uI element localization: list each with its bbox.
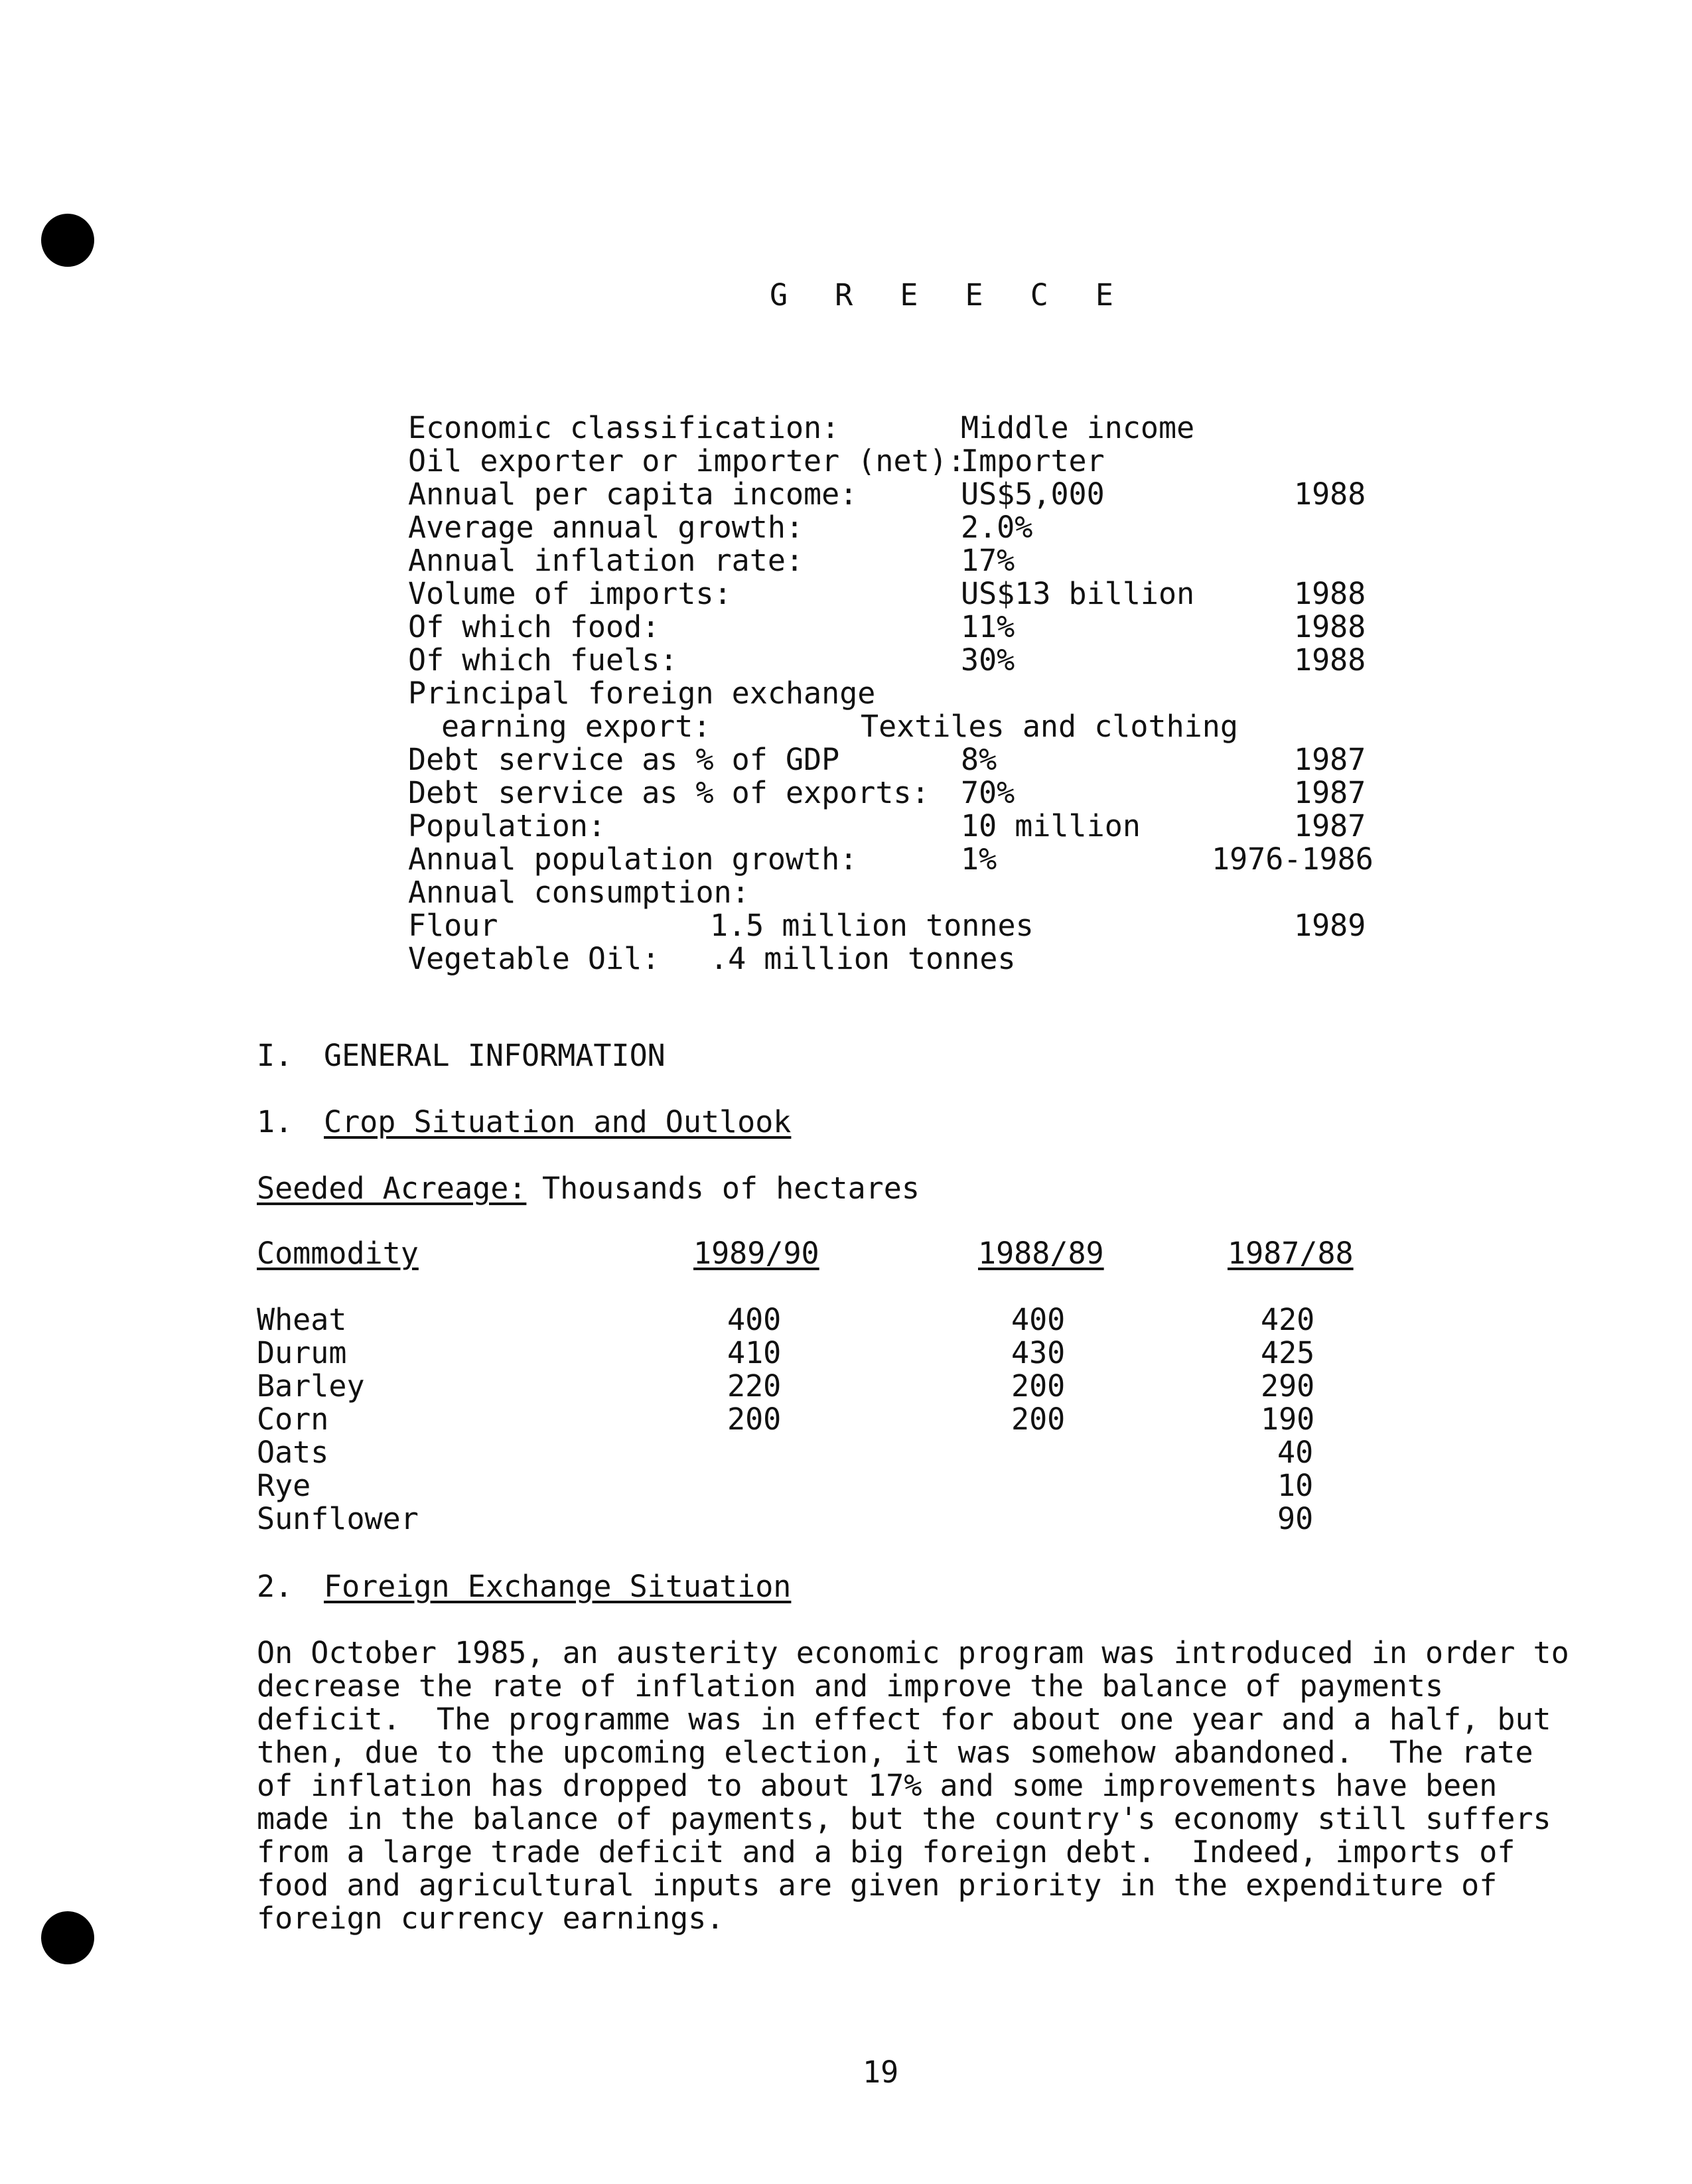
- profile-label: Annual population growth:: [408, 841, 858, 877]
- profile-year: 1988: [1294, 609, 1366, 644]
- profile-year: 1987: [1294, 775, 1366, 810]
- profile-year: 1988: [1294, 642, 1366, 678]
- profile-label: Of which food:: [408, 609, 660, 644]
- subsection-number: 2.: [257, 1569, 293, 1604]
- table-cell-commodity: Rye: [257, 1468, 311, 1503]
- profile-label: Debt service as % of GDP: [408, 742, 840, 777]
- profile-label: Population:: [408, 808, 606, 843]
- table-cell: 400: [727, 1302, 782, 1337]
- table-cell: 400: [1011, 1302, 1066, 1337]
- subsection-number: 1.: [257, 1104, 293, 1139]
- table-cell: 190: [1261, 1402, 1315, 1437]
- profile-year: 1988: [1294, 476, 1366, 512]
- table-header: 1987/88: [1228, 1236, 1354, 1271]
- profile-value: US$5,000: [961, 476, 1105, 512]
- table-cell-commodity: Corn: [257, 1402, 329, 1437]
- table-cell-commodity: Barley: [257, 1368, 365, 1404]
- section-heading: GENERAL INFORMATION: [324, 1038, 666, 1073]
- table-cell: 40: [1277, 1435, 1314, 1470]
- table-cell: 200: [1011, 1402, 1066, 1437]
- profile-label: Average annual growth:: [408, 510, 804, 545]
- profile-value: US$13 billion: [961, 576, 1195, 611]
- profile-value: 8%: [961, 742, 997, 777]
- profile-value: 10 million: [961, 808, 1141, 843]
- table-cell: 200: [727, 1402, 782, 1437]
- table-cell-commodity: Oats: [257, 1435, 329, 1470]
- profile-value: 1.5 million tonnes: [710, 908, 1034, 943]
- page-number: 19: [863, 2055, 899, 2090]
- profile-label: Oil exporter or importer (net):: [408, 443, 965, 478]
- table-cell-commodity: Sunflower: [257, 1501, 419, 1536]
- paragraph-line: deficit. The programme was in effect for about one year and a half, but: [257, 1702, 1551, 1737]
- page-title: G R E E C E: [770, 277, 1129, 313]
- profile-value: Middle income: [961, 410, 1195, 445]
- profile-label: Principal foreign exchange: [408, 676, 876, 711]
- paragraph-line: from a large trade deficit and a big foreign debt. Indeed, imports of: [257, 1834, 1516, 1869]
- table-cell-commodity: Wheat: [257, 1302, 347, 1337]
- profile-value: Textiles and clothing: [861, 709, 1238, 744]
- profile-year: 1989: [1294, 908, 1366, 943]
- profile-value: 17%: [961, 543, 1015, 578]
- profile-year: 1976-1986: [1212, 841, 1374, 877]
- profile-label: earning export:: [441, 709, 711, 744]
- table-header: Commodity: [257, 1236, 419, 1271]
- seeded-acreage-label: Seeded Acreage:: [257, 1171, 527, 1206]
- table-cell: 290: [1261, 1368, 1315, 1404]
- paragraph-line: On October 1985, an austerity economic program was introduced in order to: [257, 1635, 1569, 1670]
- table-cell: 425: [1261, 1335, 1315, 1370]
- profile-label: Flour: [408, 908, 498, 943]
- profile-label: Annual per capita income:: [408, 476, 858, 512]
- paragraph-line: decrease the rate of inflation and improve the balance of payments: [257, 1668, 1444, 1704]
- paragraph-line: foreign currency earnings.: [257, 1901, 725, 1936]
- profile-year: 1987: [1294, 808, 1366, 843]
- profile-label: Annual inflation rate:: [408, 543, 804, 578]
- paragraph-line: made in the balance of payments, but the country's economy still suffers: [257, 1801, 1551, 1836]
- table-cell: 410: [727, 1335, 782, 1370]
- profile-label: Annual consumption:: [408, 875, 750, 910]
- paragraph-line: of inflation has dropped to about 17% and some improvements have been: [257, 1768, 1498, 1803]
- profile-value: .4 million tonnes: [710, 941, 1016, 976]
- section-number: I.: [257, 1038, 293, 1073]
- seeded-acreage-unit: Thousands of hectares: [542, 1171, 920, 1206]
- profile-label: Of which fuels:: [408, 642, 678, 678]
- subsection-heading: Foreign Exchange Situation: [324, 1569, 792, 1604]
- paragraph-line: food and agricultural inputs are given priority in the expenditure of: [257, 1867, 1498, 1903]
- subsection-heading: Crop Situation and Outlook: [324, 1104, 792, 1139]
- table-cell-commodity: Durum: [257, 1335, 347, 1370]
- profile-label: Volume of imports:: [408, 576, 732, 611]
- punch-hole-bottom: [41, 1911, 94, 1964]
- profile-year: 1987: [1294, 742, 1366, 777]
- profile-value: Importer: [961, 443, 1105, 478]
- profile-value: 30%: [961, 642, 1015, 678]
- profile-value: 1%: [961, 841, 997, 877]
- table-cell: 200: [1011, 1368, 1066, 1404]
- table-header: 1988/89: [978, 1236, 1104, 1271]
- table-header: 1989/90: [693, 1236, 819, 1271]
- table-cell: 90: [1277, 1501, 1314, 1536]
- paragraph-line: then, due to the upcoming election, it was somehow abandoned. The rate: [257, 1735, 1533, 1770]
- profile-year: 1988: [1294, 576, 1366, 611]
- profile-label: Economic classification:: [408, 410, 840, 445]
- profile-value: 70%: [961, 775, 1015, 810]
- profile-label: Vegetable Oil:: [408, 941, 660, 976]
- table-cell: 420: [1261, 1302, 1315, 1337]
- profile-label: Debt service as % of exports:: [408, 775, 930, 810]
- table-cell: 10: [1277, 1468, 1314, 1503]
- profile-value: 2.0%: [961, 510, 1033, 545]
- table-cell: 220: [727, 1368, 782, 1404]
- table-cell: 430: [1011, 1335, 1066, 1370]
- profile-value: 11%: [961, 609, 1015, 644]
- punch-hole-top: [41, 214, 94, 267]
